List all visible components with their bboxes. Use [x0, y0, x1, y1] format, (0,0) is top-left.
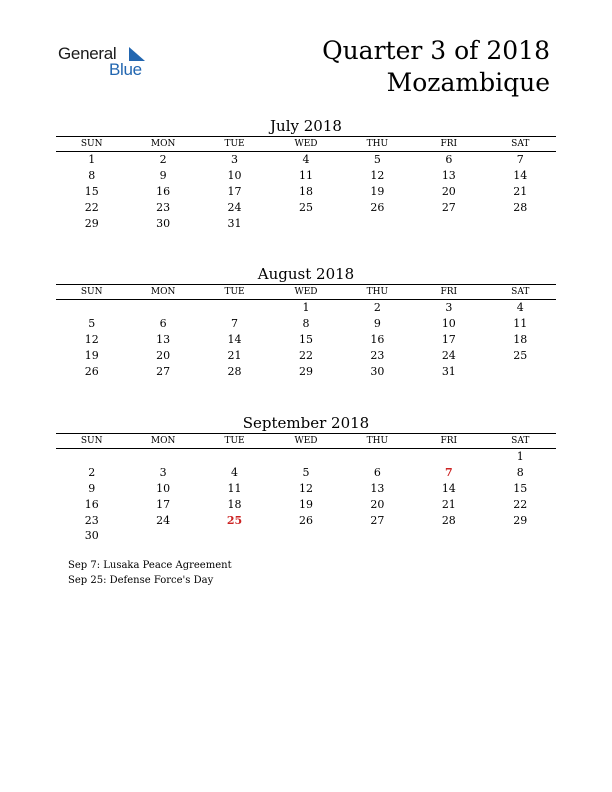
weekday-header: SAT: [485, 137, 556, 152]
header: [322, 36, 550, 98]
day-cell: 24: [441, 348, 456, 362]
month-grid: [56, 433, 556, 544]
week-row: [56, 528, 556, 544]
day-cell: 29: [298, 364, 313, 378]
day-cell: 8: [88, 169, 96, 183]
day-cell: 5: [373, 153, 381, 167]
weekday-header: SAT: [485, 434, 556, 449]
day-cell: 4: [302, 153, 310, 167]
day-cell: 22: [84, 200, 99, 214]
day-cell: 2: [159, 153, 167, 167]
day-cell: 23: [156, 200, 171, 214]
day-cell: 28: [513, 200, 528, 214]
day-cell: [270, 215, 341, 231]
week-row: [56, 215, 556, 231]
day-cell: 10: [441, 317, 456, 331]
day-cell: 17: [156, 497, 171, 511]
weekday-header: MON: [127, 137, 198, 152]
day-cell: [413, 528, 484, 544]
day-cell: 14: [513, 169, 528, 183]
weekday-header: FRI: [413, 285, 484, 300]
day-cell: [342, 449, 413, 465]
week-row: [56, 332, 556, 348]
day-cell: 26: [370, 200, 385, 214]
weekday-header: TUE: [199, 434, 270, 449]
day-cell: 30: [84, 529, 99, 543]
logo-flag-icon: [127, 47, 145, 61]
day-cell: 30: [370, 364, 385, 378]
day-cell: 9: [159, 169, 167, 183]
day-cell: 7: [444, 466, 453, 480]
day-cell: 6: [159, 317, 167, 331]
day-cell: [56, 449, 127, 465]
day-cell: 20: [370, 497, 385, 511]
day-cell: 1: [88, 153, 96, 167]
weekday-header: SUN: [56, 137, 127, 152]
week-row: [56, 512, 556, 528]
day-cell: 11: [227, 481, 242, 495]
weekday-header: TUE: [199, 137, 270, 152]
month-grid: [56, 136, 556, 231]
month-calendar-august: [56, 264, 556, 379]
holiday-note: Sep 25: Defense Force's Day: [68, 575, 214, 586]
day-cell: 26: [84, 364, 99, 378]
day-cell: 22: [513, 497, 528, 511]
logo-text-general: General: [58, 44, 117, 63]
weekday-header: SUN: [56, 434, 127, 449]
day-cell: 20: [441, 184, 456, 198]
month-title: September 2018: [242, 414, 370, 432]
day-cell: 21: [227, 348, 242, 362]
day-cell: [270, 449, 341, 465]
day-cell: 7: [516, 153, 524, 167]
day-cell: 15: [513, 481, 528, 495]
day-cell: 29: [84, 216, 99, 230]
day-cell: 10: [227, 169, 242, 183]
day-cell: 3: [231, 153, 239, 167]
day-cell: 1: [516, 450, 524, 464]
day-cell: [485, 215, 556, 231]
weekday-header: SAT: [485, 285, 556, 300]
weekday-header: THU: [342, 434, 413, 449]
day-cell: 13: [441, 169, 456, 183]
day-cell: 25: [226, 513, 243, 527]
day-cell: 10: [156, 481, 171, 495]
day-cell: [485, 363, 556, 379]
day-cell: 24: [227, 200, 242, 214]
day-cell: 17: [227, 184, 242, 198]
day-cell: 1: [302, 301, 310, 315]
day-cell: 20: [156, 348, 171, 362]
day-cell: [413, 215, 484, 231]
week-row: [56, 168, 556, 184]
month-title: August 2018: [257, 265, 355, 283]
month-grid: [56, 284, 556, 379]
day-cell: 9: [88, 481, 96, 495]
weekday-header: FRI: [413, 137, 484, 152]
weekday-header: MON: [127, 434, 198, 449]
week-row: [56, 347, 556, 363]
day-cell: 19: [298, 497, 313, 511]
day-cell: 6: [445, 153, 453, 167]
day-cell: [342, 528, 413, 544]
day-cell: 2: [88, 466, 96, 480]
holiday-notes: [68, 558, 232, 588]
day-cell: 14: [227, 332, 242, 346]
country-title: Mozambique: [386, 68, 550, 97]
day-cell: 21: [441, 497, 456, 511]
day-cell: [199, 449, 270, 465]
day-cell: 23: [84, 513, 99, 527]
day-cell: [342, 215, 413, 231]
day-cell: 19: [370, 184, 385, 198]
weekday-header: THU: [342, 285, 413, 300]
day-cell: 15: [84, 184, 99, 198]
holiday-note: Sep 7: Lusaka Peace Agreement: [68, 560, 232, 571]
week-row: [56, 496, 556, 512]
day-cell: 25: [298, 200, 313, 214]
day-cell: 31: [227, 216, 242, 230]
day-cell: 13: [156, 332, 171, 346]
day-cell: 25: [513, 348, 528, 362]
weekday-header: THU: [342, 137, 413, 152]
day-cell: 22: [298, 348, 313, 362]
logo-text-blue: Blue: [109, 60, 142, 79]
weekday-header: WED: [270, 434, 341, 449]
day-cell: 21: [513, 184, 528, 198]
week-row: [56, 481, 556, 497]
day-cell: 15: [298, 332, 313, 346]
weekday-header: SUN: [56, 285, 127, 300]
day-cell: 30: [156, 216, 171, 230]
week-row: [56, 449, 556, 465]
day-cell: 8: [302, 317, 310, 331]
day-cell: 16: [156, 184, 171, 198]
day-cell: 11: [298, 169, 313, 183]
day-cell: 26: [298, 513, 313, 527]
day-cell: 27: [156, 364, 171, 378]
day-cell: [199, 528, 270, 544]
day-cell: 17: [441, 332, 456, 346]
week-row: [56, 363, 556, 379]
day-cell: [127, 449, 198, 465]
day-cell: [127, 528, 198, 544]
day-cell: 19: [84, 348, 99, 362]
weekday-header: WED: [270, 285, 341, 300]
day-cell: 7: [231, 317, 239, 331]
day-cell: 23: [370, 348, 385, 362]
month-calendar-july: [56, 116, 556, 231]
week-row: [56, 300, 556, 316]
day-cell: [56, 300, 127, 316]
weekday-header: MON: [127, 285, 198, 300]
day-cell: 2: [373, 301, 381, 315]
day-cell: 12: [370, 169, 385, 183]
month-calendar-september: [56, 413, 556, 544]
day-cell: [413, 449, 484, 465]
quarter-title: Quarter 3 of 2018: [322, 36, 550, 65]
day-cell: [485, 528, 556, 544]
day-cell: 14: [441, 481, 456, 495]
weekday-header: WED: [270, 137, 341, 152]
day-cell: 4: [231, 466, 239, 480]
day-cell: 3: [445, 301, 453, 315]
day-cell: 6: [373, 466, 381, 480]
day-cell: 18: [227, 497, 242, 511]
day-cell: 8: [516, 466, 524, 480]
day-cell: 28: [227, 364, 242, 378]
day-cell: [270, 528, 341, 544]
week-row: [56, 465, 556, 481]
day-cell: 12: [84, 332, 99, 346]
day-cell: 12: [298, 481, 313, 495]
day-cell: 31: [441, 364, 456, 378]
week-row: [56, 316, 556, 332]
day-cell: 13: [370, 481, 385, 495]
day-cell: 28: [441, 513, 456, 527]
weekday-header: TUE: [199, 285, 270, 300]
day-cell: [127, 300, 198, 316]
day-cell: 18: [513, 332, 528, 346]
weekday-header: FRI: [413, 434, 484, 449]
day-cell: 16: [84, 497, 99, 511]
week-row: [56, 152, 556, 168]
day-cell: 4: [516, 301, 524, 315]
day-cell: 27: [370, 513, 385, 527]
day-cell: 5: [302, 466, 310, 480]
month-title: July 2018: [270, 117, 342, 135]
day-cell: 9: [373, 317, 381, 331]
day-cell: 3: [159, 466, 167, 480]
week-row: [56, 184, 556, 200]
general-blue-logo: [58, 44, 178, 84]
week-row: [56, 199, 556, 215]
day-cell: 29: [513, 513, 528, 527]
day-cell: 24: [156, 513, 171, 527]
day-cell: 27: [441, 200, 456, 214]
day-cell: 18: [298, 184, 313, 198]
day-cell: 16: [370, 332, 385, 346]
day-cell: 5: [88, 317, 96, 331]
day-cell: 11: [513, 317, 528, 331]
day-cell: [199, 300, 270, 316]
